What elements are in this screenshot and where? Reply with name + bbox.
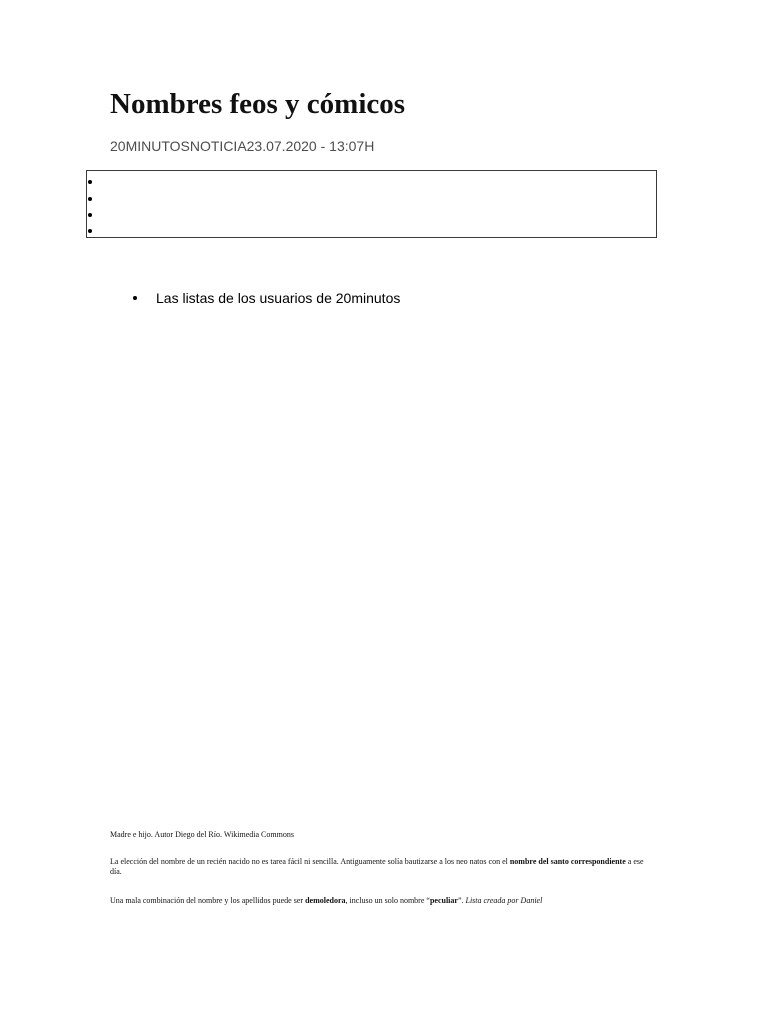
paragraph-bold-text: nombre del santo correspondiente	[509, 857, 626, 866]
paragraph-text: , incluso un solo nombre “	[345, 896, 430, 905]
user-lists-link[interactable]: Las listas de los usuarios de 20minutos	[156, 290, 401, 306]
article-meta: 20MINUTOSNOTICIA23.07.2020 - 13:07H	[110, 138, 375, 154]
share-list-bullet[interactable]	[88, 229, 92, 233]
share-list-bullet[interactable]	[88, 213, 92, 217]
paragraph-text: a ese día.	[110, 857, 644, 876]
image-caption: Madre e hijo. Autor Diego del Río. Wikimedia Commons	[110, 830, 294, 839]
share-list-bullet[interactable]	[88, 197, 92, 201]
article-paragraph-1	[110, 857, 650, 877]
article-paragraph-2	[110, 896, 542, 906]
paragraph-text: Una mala combinación del nombre y los apellidos puede ser	[110, 896, 306, 905]
share-list-bullet[interactable]	[88, 180, 92, 184]
paragraph-italic-text: Lista creada por Daniel	[465, 896, 543, 905]
paragraph-text: La elección del nombre de un recién nacido no es tarea fácil ni sencilla. Antiguamente solía bautizarse a los neo natos con el	[110, 857, 510, 866]
paragraph-bold-text: demoledora	[305, 896, 346, 905]
list-bullet	[133, 296, 137, 300]
article-title: Nombres feos y cómicos	[110, 88, 406, 120]
paragraph-text: ”.	[457, 896, 466, 905]
share-list-box	[86, 170, 657, 238]
paragraph-bold-text: peculiar	[429, 896, 458, 905]
